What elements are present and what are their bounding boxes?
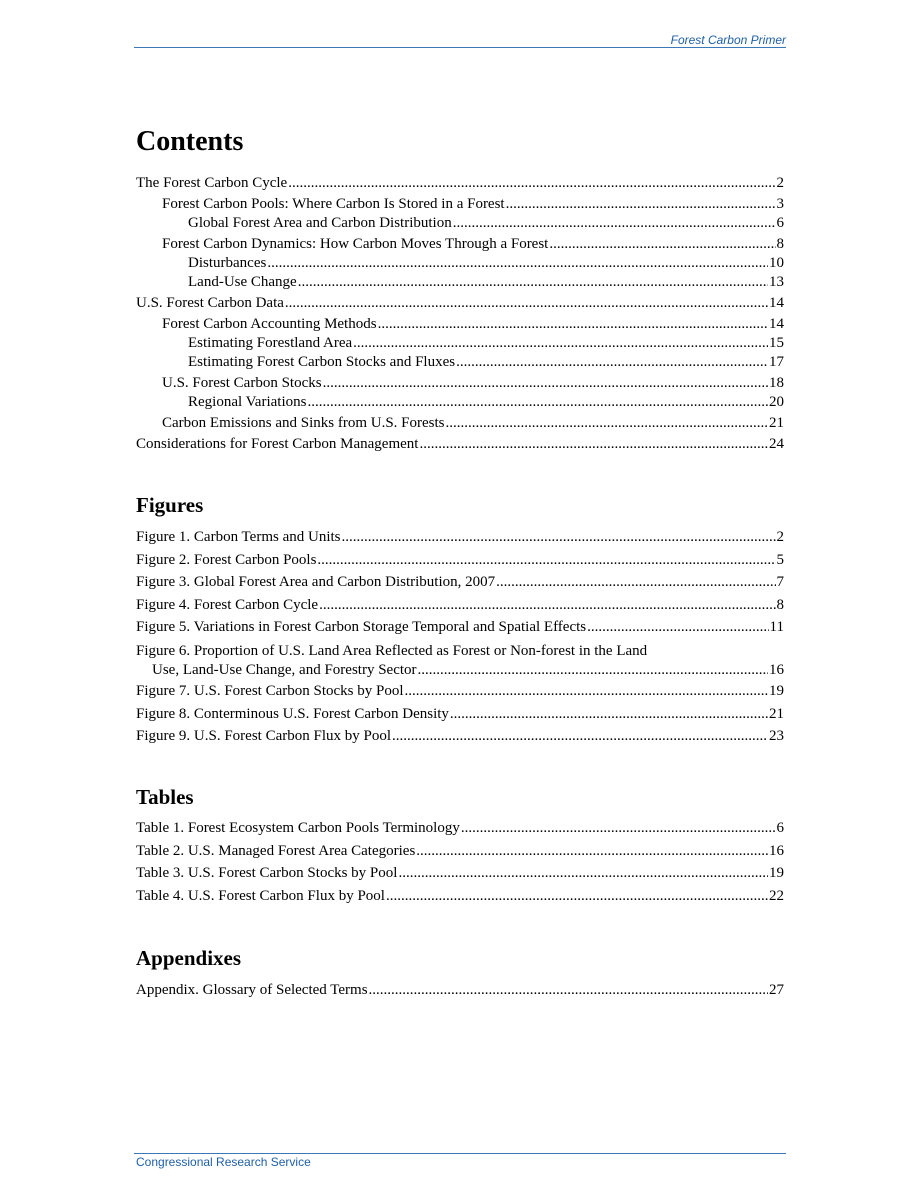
toc-entry[interactable] bbox=[136, 865, 784, 888]
toc-entry-page: 6 bbox=[776, 820, 784, 836]
toc-entry[interactable] bbox=[136, 552, 784, 575]
toc-entry-page: 14 bbox=[769, 295, 784, 311]
dot-leader bbox=[307, 394, 768, 411]
dot-leader bbox=[506, 196, 776, 213]
toc-entry-page: 6 bbox=[776, 215, 784, 231]
tables-list bbox=[136, 820, 784, 910]
toc-entry[interactable] bbox=[136, 354, 784, 372]
toc-entry-page: 10 bbox=[769, 255, 784, 271]
dot-leader bbox=[323, 375, 768, 392]
toc-entry-title: Figure 6. Proportion of U.S. Land Area Reflected as Forest or Non-forest in the Land bbox=[136, 642, 648, 659]
toc-entry-page: 21 bbox=[769, 705, 784, 722]
toc-entry-title: Estimating Forestland Area bbox=[188, 335, 353, 351]
dot-leader bbox=[288, 175, 775, 192]
toc-entry-page: 2 bbox=[776, 175, 784, 191]
dot-leader bbox=[446, 415, 768, 432]
toc-entry[interactable] bbox=[136, 335, 784, 353]
dot-leader bbox=[453, 215, 776, 232]
toc-entry-title: Table 1. Forest Ecosystem Carbon Pools Terminology bbox=[136, 820, 460, 836]
toc-entry-page: 5 bbox=[776, 551, 784, 568]
toc-entry-page: 8 bbox=[776, 596, 784, 613]
contents-heading: Contents bbox=[136, 126, 244, 157]
toc-entry-title: Disturbances bbox=[188, 255, 267, 271]
dot-leader bbox=[298, 274, 768, 291]
toc-entry[interactable] bbox=[136, 820, 784, 843]
toc-entry-page: 17 bbox=[769, 354, 784, 370]
toc-entry[interactable] bbox=[136, 728, 784, 751]
toc-entry-title: Figure 8. Conterminous U.S. Forest Carbon Density bbox=[136, 705, 449, 722]
toc-entry[interactable] bbox=[136, 415, 784, 433]
toc-entry[interactable] bbox=[136, 236, 784, 254]
appendixes-list bbox=[136, 982, 784, 1005]
dot-leader bbox=[285, 295, 768, 312]
toc-entry[interactable] bbox=[136, 255, 784, 273]
toc-entry[interactable] bbox=[136, 574, 784, 597]
toc-entry-continuation bbox=[136, 661, 784, 680]
dot-leader bbox=[342, 529, 776, 546]
toc-entry-title: Figure 5. Variations in Forest Carbon Storage Temporal and Spatial Effects bbox=[136, 619, 587, 635]
toc-entry-page: 16 bbox=[769, 661, 784, 678]
toc-entry[interactable] bbox=[136, 843, 784, 866]
running-header: Forest Carbon Primer bbox=[670, 33, 786, 47]
toc-entry-page: 7 bbox=[776, 574, 784, 590]
dot-leader bbox=[386, 888, 768, 905]
toc-entry-page: 19 bbox=[769, 683, 784, 699]
toc-entry[interactable] bbox=[136, 436, 784, 454]
dot-leader bbox=[496, 574, 775, 591]
toc-entry-page: 15 bbox=[769, 335, 784, 351]
toc-entry-title-continued: Use, Land-Use Change, and Forestry Sector bbox=[152, 661, 417, 678]
toc-entry-title: Figure 3. Global Forest Area and Carbon Distribution, 2007 bbox=[136, 574, 496, 590]
toc-entry-page: 13 bbox=[769, 274, 784, 290]
header-rule bbox=[134, 47, 786, 48]
toc-entry[interactable] bbox=[136, 706, 784, 729]
toc-entry[interactable] bbox=[136, 619, 784, 642]
toc-entry-title: Carbon Emissions and Sinks from U.S. Forests bbox=[162, 415, 445, 431]
toc-entry[interactable] bbox=[136, 888, 784, 911]
toc-entry-title: Table 3. U.S. Forest Carbon Stocks by Pool bbox=[136, 865, 398, 881]
toc-entry[interactable] bbox=[136, 175, 784, 193]
toc-entry-title: Figure 2. Forest Carbon Pools bbox=[136, 551, 317, 568]
toc-entry-title: U.S. Forest Carbon Data bbox=[136, 295, 284, 311]
toc-entry-title: Regional Variations bbox=[188, 394, 307, 410]
toc-entry-title: Land-Use Change bbox=[188, 274, 297, 290]
footer-rule bbox=[134, 1153, 786, 1154]
toc-entry-page: 16 bbox=[769, 842, 784, 859]
toc-entry-page: 2 bbox=[776, 529, 784, 545]
toc-entry-page: 8 bbox=[776, 236, 784, 252]
dot-leader bbox=[450, 706, 768, 723]
toc-entry[interactable] bbox=[136, 274, 784, 292]
toc-entry-page: 3 bbox=[776, 196, 784, 212]
dot-leader bbox=[549, 236, 775, 253]
toc-entry-page: 24 bbox=[769, 436, 784, 452]
toc-entry-page: 20 bbox=[769, 394, 784, 410]
dot-leader bbox=[319, 597, 775, 614]
toc-entry[interactable] bbox=[136, 375, 784, 393]
dot-leader bbox=[418, 661, 768, 680]
toc-entry-title: Considerations for Forest Carbon Management bbox=[136, 436, 419, 452]
toc-entry[interactable] bbox=[136, 529, 784, 552]
toc-entry-title: Figure 1. Carbon Terms and Units bbox=[136, 529, 341, 545]
toc-entry-page: 21 bbox=[769, 415, 784, 431]
toc-entry-title: Forest Carbon Dynamics: How Carbon Moves Through a Forest bbox=[162, 236, 549, 252]
toc-entry-page: 19 bbox=[769, 865, 784, 881]
toc-entry[interactable] bbox=[136, 316, 784, 334]
toc-entry[interactable] bbox=[136, 394, 784, 412]
toc-entry-title: The Forest Carbon Cycle bbox=[136, 175, 288, 191]
dot-leader bbox=[419, 436, 768, 453]
dot-leader bbox=[378, 316, 768, 333]
toc-entry[interactable] bbox=[136, 683, 784, 706]
toc-entry-title: Forest Carbon Pools: Where Carbon Is Stored in a Forest bbox=[162, 196, 505, 212]
toc-entry[interactable] bbox=[136, 196, 784, 214]
toc-entry[interactable] bbox=[136, 982, 784, 1005]
dot-leader bbox=[456, 354, 768, 371]
toc-entry-title: Table 2. U.S. Managed Forest Area Categories bbox=[136, 842, 416, 859]
appendixes-heading: Appendixes bbox=[136, 946, 242, 970]
contents-list bbox=[136, 175, 784, 454]
dot-leader bbox=[405, 683, 768, 700]
figures-list bbox=[136, 529, 784, 751]
dot-leader bbox=[267, 255, 768, 272]
dot-leader bbox=[317, 552, 775, 569]
toc-entry-title: U.S. Forest Carbon Stocks bbox=[162, 375, 322, 391]
running-footer: Congressional Research Service bbox=[136, 1155, 311, 1169]
dot-leader bbox=[416, 843, 768, 860]
toc-entry-title: Table 4. U.S. Forest Carbon Flux by Pool bbox=[136, 887, 385, 904]
toc-entry[interactable] bbox=[136, 597, 784, 620]
toc-entry-title: Figure 7. U.S. Forest Carbon Stocks by Pool bbox=[136, 683, 404, 699]
toc-entry-title: Figure 9. U.S. Forest Carbon Flux by Pool bbox=[136, 728, 392, 744]
toc-entry-page: 27 bbox=[769, 982, 784, 998]
figures-heading: Figures bbox=[136, 493, 204, 517]
toc-entry-page: 11 bbox=[769, 619, 784, 635]
toc-entry[interactable] bbox=[136, 642, 784, 680]
dot-leader bbox=[353, 335, 768, 352]
toc-entry-title: Estimating Forest Carbon Stocks and Fluxes bbox=[188, 354, 456, 370]
tables-heading: Tables bbox=[136, 785, 194, 809]
dot-leader bbox=[369, 982, 768, 999]
dot-leader bbox=[461, 820, 776, 837]
toc-entry-title: Figure 4. Forest Carbon Cycle bbox=[136, 596, 319, 613]
toc-entry-title: Global Forest Area and Carbon Distribution bbox=[188, 215, 452, 231]
toc-entry[interactable] bbox=[136, 295, 784, 313]
dot-leader bbox=[398, 865, 768, 882]
toc-entry-page: 23 bbox=[769, 728, 784, 744]
toc-entry-title: Forest Carbon Accounting Methods bbox=[162, 316, 377, 332]
toc-entry-page: 22 bbox=[769, 887, 784, 904]
dot-leader bbox=[587, 619, 768, 636]
toc-entry-page: 18 bbox=[769, 375, 784, 391]
toc-entry[interactable] bbox=[136, 215, 784, 233]
dot-leader bbox=[392, 728, 768, 745]
toc-entry-page: 14 bbox=[769, 316, 784, 332]
toc-entry-title: Appendix. Glossary of Selected Terms bbox=[136, 982, 368, 998]
